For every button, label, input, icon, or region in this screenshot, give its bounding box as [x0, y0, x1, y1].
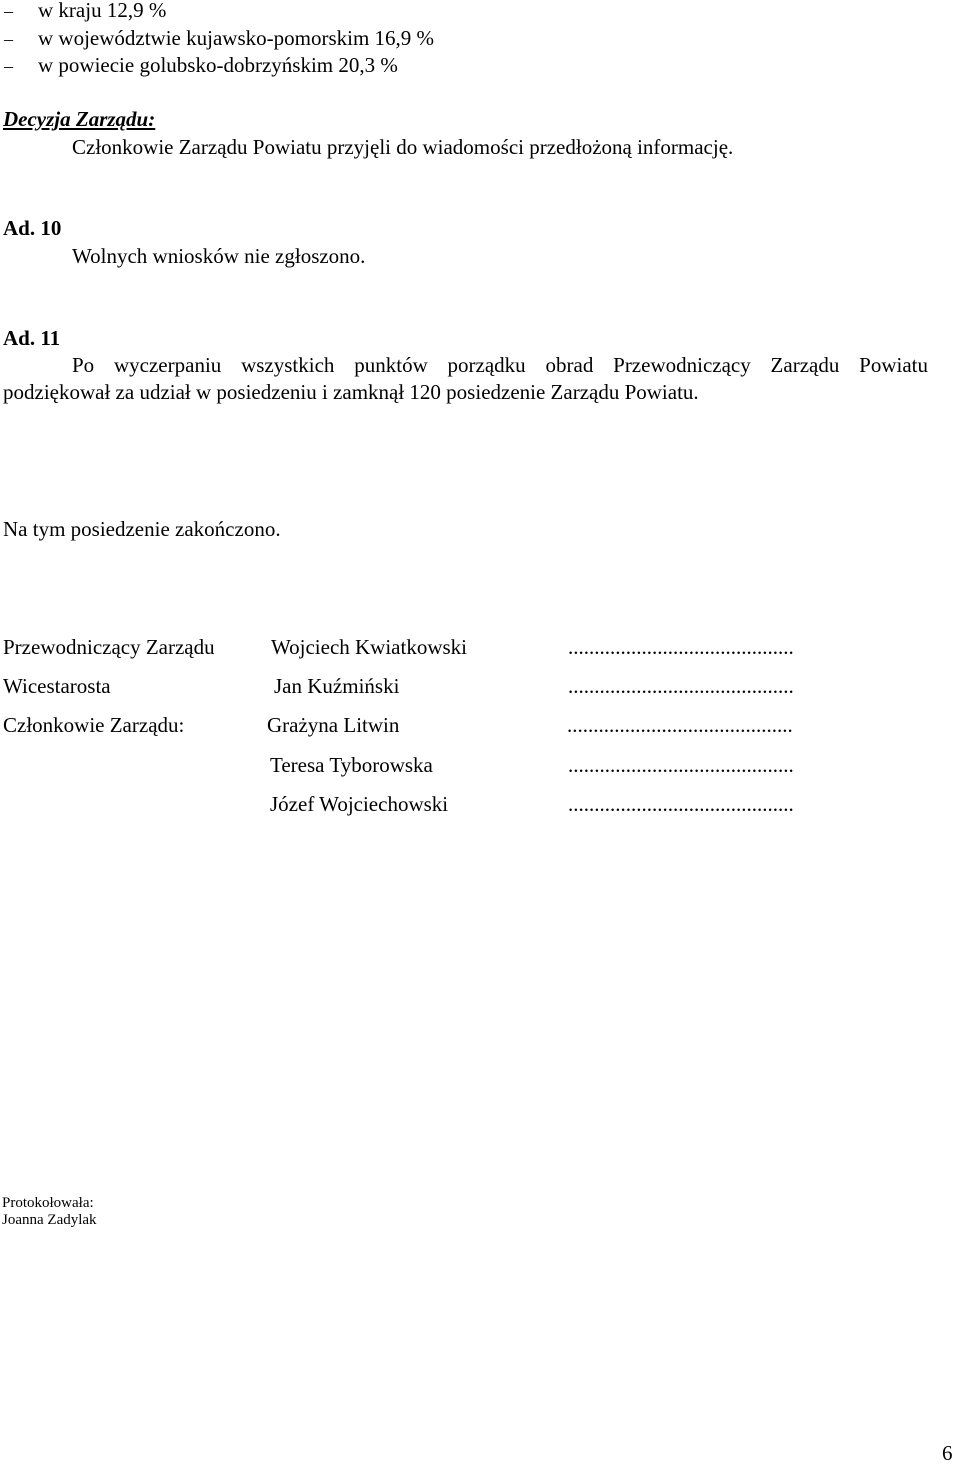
signature-name: Teresa Tyborowska: [270, 753, 433, 777]
bullet-dash: –: [4, 1, 13, 21]
ad11-heading: Ad. 11: [3, 326, 61, 350]
ad11-paragraph-line-1: Po wyczerpaniu wszystkich punktów porządku obrad Przewodniczący Zarządu Powiatu: [72, 353, 928, 377]
signature-line: ...........................................: [568, 794, 794, 815]
signature-line: ...........................................: [567, 715, 793, 736]
signature-line: ...........................................: [568, 676, 794, 697]
footer-label: Protokołowała:: [2, 1195, 94, 1211]
decision-heading: Decyzja Zarządu:: [3, 107, 156, 131]
ad10-text: Wolnych wniosków nie zgłoszono.: [72, 244, 366, 268]
bullet-item: w powiecie golubsko-dobrzyńskim 20,3 %: [38, 53, 398, 77]
bullet-dash: –: [4, 29, 13, 49]
ad11-paragraph-line-2: podziękował za udział w posiedzeniu i zamknął 120 posiedzenie Zarządu Powiatu.: [3, 380, 699, 404]
signature-line: ...........................................: [568, 637, 794, 658]
decision-text: Członkowie Zarządu Powiatu przyjęli do wiadomości przedłożoną informację.: [72, 135, 734, 159]
signature-role: Przewodniczący Zarządu: [3, 635, 215, 659]
signature-line: ...........................................: [568, 755, 794, 776]
signature-role: Wicestarosta: [3, 674, 111, 698]
signature-name: Józef Wojciechowski: [270, 792, 449, 816]
signature-name: Wojciech Kwiatkowski: [271, 635, 468, 659]
ad10-heading: Ad. 10: [3, 216, 62, 240]
signature-role: Członkowie Zarządu:: [3, 713, 185, 737]
footer-name: Joanna Zadylak: [2, 1212, 97, 1228]
page-number: 6: [942, 1441, 953, 1465]
signature-name: Jan Kuźmiński: [274, 674, 400, 698]
signature-name: Grażyna Litwin: [267, 713, 400, 737]
bullet-item: w województwie kujawsko-pomorskim 16,9 %: [38, 26, 435, 50]
bullet-item: w kraju 12,9 %: [38, 0, 167, 22]
closing-text: Na tym posiedzenie zakończono.: [3, 517, 281, 541]
bullet-dash: –: [4, 56, 13, 76]
